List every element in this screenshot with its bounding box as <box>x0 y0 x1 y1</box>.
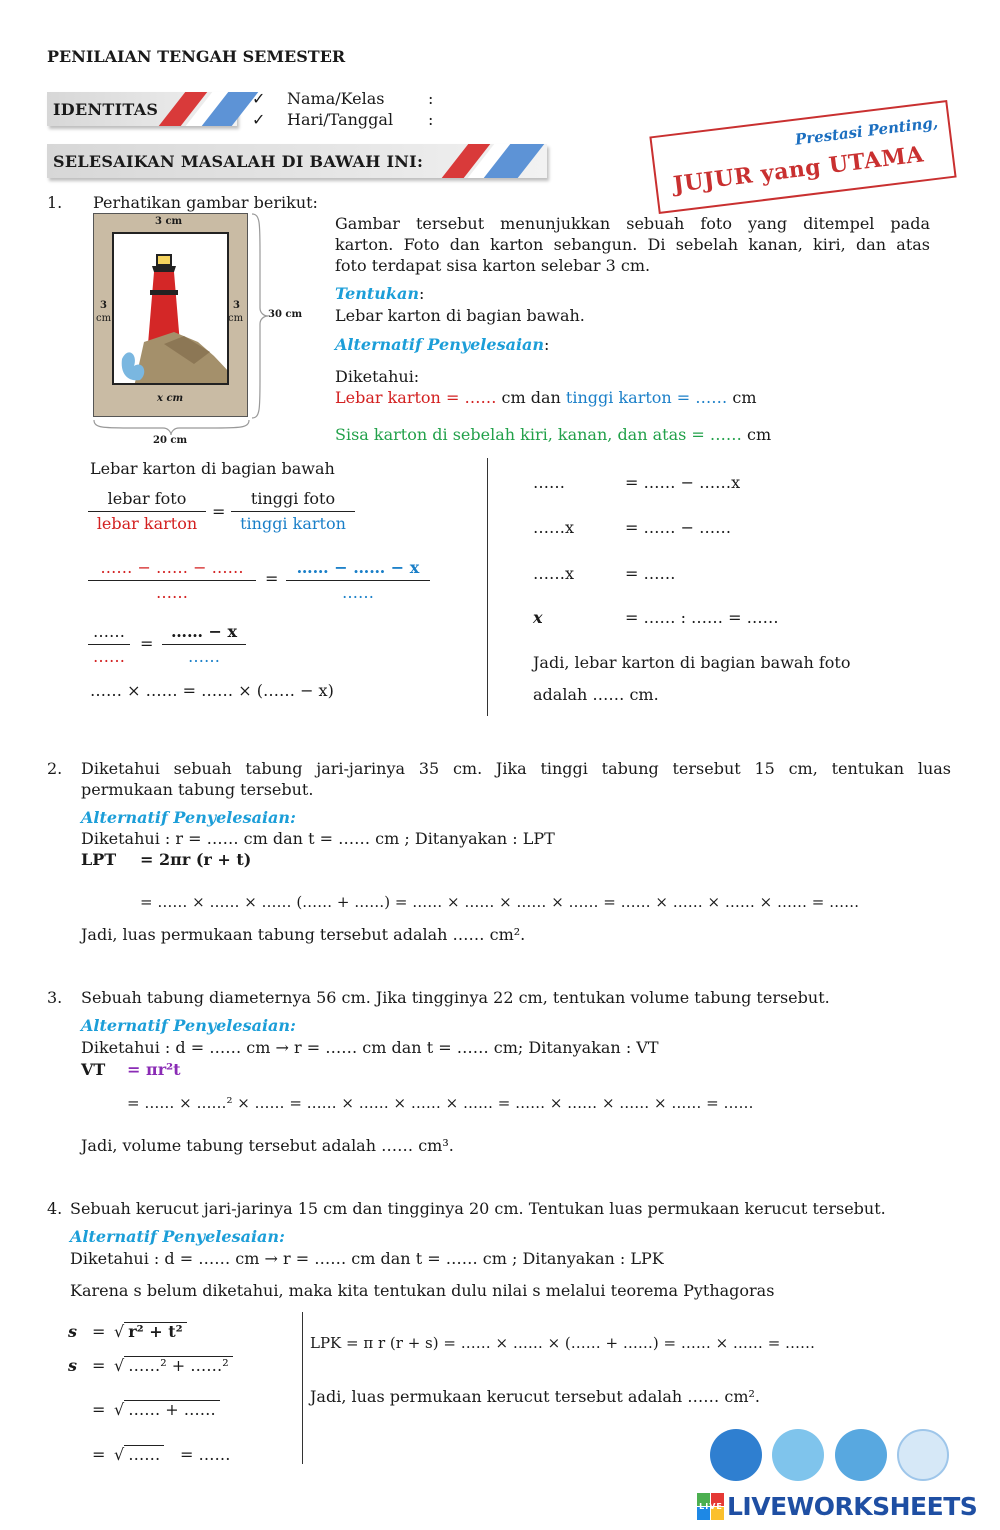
row-lhs: ……x <box>533 564 575 583</box>
q1-desc-line-3: foto terdapat sisa karton selebar 3 cm. <box>335 256 651 275</box>
q1-row-3 <box>533 564 676 583</box>
s-eq: = <box>92 1356 106 1375</box>
s-row-1: s = √ r² + t² <box>68 1322 77 1341</box>
q4-alt-label: Alternatif Penyelesaian: <box>70 1227 285 1246</box>
instruction-banner <box>47 144 547 178</box>
q4-known: Diketahui : d = …… cm → r = …… cm dan t = …… cm ; Ditanyakan : LPK <box>70 1249 664 1268</box>
frac-num: …… − …… − x <box>286 558 430 581</box>
q1-diketahui: Diketahui: <box>335 367 420 386</box>
q4-number: 4. <box>47 1199 63 1218</box>
liveworksheets-brand[interactable]: LIVEWORKSHEETS <box>727 1492 978 1521</box>
q2-formula-lhs: LPT <box>81 850 117 869</box>
q2-number: 2. <box>47 759 63 778</box>
row-rhs: = …… − …… <box>625 518 732 537</box>
fraction-photo-height <box>231 489 355 533</box>
q1-row-2 <box>533 518 732 537</box>
frac-num: …… − x <box>162 622 246 645</box>
fig-right-cm: cm <box>228 313 244 324</box>
s-radicand: r² + t² <box>124 1322 186 1341</box>
s-radicand: ……² + ……² <box>124 1356 232 1375</box>
tentukan-label: Tentukan <box>335 284 419 303</box>
q2-text-1: Diketahui sebuah tabung jari-jarinya 35 cm. Jika tinggi tabung tersebut 15 cm, tentukan luas <box>81 759 951 778</box>
fig-bottom-label: x cm <box>157 393 184 404</box>
width-brace <box>93 418 250 436</box>
instruction-label: SELESAIKAN MASALAH DI BAWAH INI: <box>53 151 424 171</box>
distancing-icon <box>835 1429 887 1481</box>
frac-num: …… − …… − …… <box>88 558 256 581</box>
frac-den: lebar karton <box>96 514 198 533</box>
frac-den: …… <box>93 647 125 666</box>
check-icon: ✓ <box>252 110 266 129</box>
fraction-blank-a <box>88 558 256 602</box>
logo-letters: LIVE <box>699 1502 723 1511</box>
known-lebar: Lebar karton = …… <box>335 388 497 407</box>
checklist-label: Nama/Kelas <box>287 89 385 108</box>
q4-because: Karena s belum diketahui, maka kita tentukan dulu nilai s melalui teorema Pythagoras <box>70 1281 775 1300</box>
s-eq: = <box>92 1445 106 1464</box>
row-rhs: = …… : …… = …… <box>625 608 779 627</box>
q1-desc-line-2: karton. Foto dan karton sebangun. Di sebelah kanan, kiri, dan atas <box>335 235 930 254</box>
s-eq: = <box>92 1400 106 1419</box>
fraction-blank-d <box>162 622 246 666</box>
q2-text-2: permukaan tabung tersebut. <box>81 780 314 799</box>
equals-sign: = <box>265 569 279 588</box>
equals-sign: = <box>212 502 226 521</box>
s-radicand: …… <box>124 1445 164 1464</box>
q3-formula-lhs: VT <box>81 1060 106 1079</box>
frac-den: tinggi karton <box>240 514 346 533</box>
known-mid: cm dan <box>496 388 566 407</box>
q2-calc: = …… × …… × …… (…… + ……) = …… × …… × …… × …… = …… × …… × …… × …… = …… <box>140 893 860 911</box>
equals-sign: = <box>140 634 154 653</box>
frac-num: …… <box>88 622 130 645</box>
q1-sisa-line <box>335 425 771 444</box>
frac-num: lebar foto <box>88 489 206 512</box>
checklist-label: Hari/Tanggal <box>287 110 394 129</box>
q1-left-title: Lebar karton di bagian bawah <box>90 459 335 478</box>
q4-text: Sebuah kerucut jari-jarinya 15 cm dan tingginya 20 cm. Tentukan luas permukaan kerucut tersebut. <box>70 1199 886 1218</box>
q1-number: 1. <box>47 193 63 212</box>
q1-row-1 <box>533 473 741 492</box>
fig-left-cm: cm <box>96 313 112 324</box>
q3-conclusion: Jadi, volume tabung tersebut adalah …… cm³. <box>81 1136 454 1155</box>
q4-divider <box>302 1312 303 1464</box>
q3-text: Sebuah tabung diameternya 56 cm. Jika tingginya 22 cm, tentukan volume tabung tersebut. <box>81 988 830 1007</box>
row-lhs: x <box>533 608 543 627</box>
q1-divider <box>487 458 488 716</box>
q3-calc: = …… × ……² × …… = …… × …… × …… × …… = …… × …… × …… × …… = …… <box>127 1094 754 1112</box>
q4-conclusion: Jadi, luas permukaan kerucut tersebut adalah …… cm². <box>310 1387 761 1406</box>
s-lhs: s <box>68 1356 78 1375</box>
height-brace <box>250 213 270 419</box>
stamp-line-2: JUJUR yang UTAMA <box>671 141 926 198</box>
q2-formula-rhs: = 2πr (r + t) <box>140 850 252 869</box>
sisa-text: Sisa karton di sebelah kiri, kanan, dan atas = …… <box>335 425 742 444</box>
frac-den: …… <box>156 583 188 602</box>
s-tail: = …… <box>180 1445 231 1464</box>
mask-person-icon <box>710 1429 762 1481</box>
q1-intro: Perhatikan gambar berikut: <box>93 193 318 212</box>
identity-banner <box>47 92 237 126</box>
photo-frame <box>112 232 229 385</box>
fig-right-3: 3 <box>233 300 240 311</box>
honesty-stamp <box>649 100 956 214</box>
q1-tentukan <box>335 284 424 303</box>
s-row-2: s = √ ……² + ……² <box>68 1356 77 1375</box>
s-radicand: …… + …… <box>124 1400 220 1419</box>
q1-desc-line-1: Gambar tersebut menunjukkan sebuah foto yang ditempel pada <box>335 214 930 233</box>
fraction-blank-c <box>88 622 130 666</box>
row-lhs: ……x <box>533 518 575 537</box>
page-title: PENILAIAN TENGAH SEMESTER <box>47 47 346 66</box>
q1-conclusion-1: Jadi, lebar karton di bagian bawah foto <box>533 653 851 672</box>
q2-conclusion: Jadi, luas permukaan tabung tersebut adalah …… cm². <box>81 925 526 944</box>
q2-known: Diketahui : r = …… cm dan t = …… cm ; Ditanyakan : LPT <box>81 829 555 848</box>
known-tinggi: tinggi karton = …… <box>565 388 728 407</box>
checklist-item-date <box>252 110 434 129</box>
identity-label: IDENTITAS <box>53 99 159 119</box>
frac-num: tinggi foto <box>231 489 355 512</box>
q2-alt-label: Alternatif Penyelesaian: <box>81 808 296 827</box>
fig-height-label: 30 cm <box>268 309 303 320</box>
q3-number: 3. <box>47 988 63 1007</box>
row-lhs: …… <box>533 473 565 492</box>
s-eq: = <box>92 1322 106 1341</box>
known-end: cm <box>727 388 757 407</box>
fig-top-margin: 3 cm <box>155 216 183 227</box>
stamp-line-1: Prestasi Penting, <box>793 113 939 149</box>
q3-alt-label: Alternatif Penyelesaian: <box>81 1016 296 1035</box>
frac-den: …… <box>342 583 374 602</box>
alt-label: Alternatif Penyelesaian <box>335 335 545 354</box>
fraction-photo-width <box>88 489 206 533</box>
row-rhs: = …… <box>625 564 676 583</box>
row-rhs: = …… − ……x <box>625 473 741 492</box>
fraction-blank-b <box>286 558 430 602</box>
sisa-end: cm <box>741 425 772 444</box>
liveworksheets-logo-icon <box>697 1493 725 1521</box>
fig-width-label: 20 cm <box>153 435 188 446</box>
s-lhs: s <box>68 1322 78 1341</box>
checklist-item-name <box>252 89 434 108</box>
q1-known-line <box>335 388 757 407</box>
q3-formula-rhs: = πr²t <box>127 1060 181 1079</box>
checklist-colon: : <box>428 110 434 129</box>
q1-row-4 <box>533 608 779 627</box>
tentukan-colon: : <box>419 284 425 303</box>
hand-wash-icon <box>772 1429 824 1481</box>
alt-colon: : <box>544 335 550 354</box>
q1-alt <box>335 335 549 354</box>
q3-known: Diketahui : d = …… cm → r = …… cm dan t = …… cm; Ditanyakan : VT <box>81 1038 659 1057</box>
q1-tentukan-text: Lebar karton di bagian bawah. <box>335 306 585 325</box>
lighthouse-image <box>114 234 229 385</box>
q4-lpk: LPK = π r (r + s) = …… × …… × (…… + ……) = …… × …… = …… <box>310 1334 816 1352</box>
checklist-colon: : <box>428 89 434 108</box>
fig-left-3: 3 <box>100 300 107 311</box>
check-icon: ✓ <box>252 89 266 108</box>
q1-cross-line: …… × …… = …… × (…… − x) <box>90 681 334 700</box>
frac-den: …… <box>188 647 220 666</box>
vaccine-icon <box>897 1429 949 1481</box>
q1-conclusion-2: adalah …… cm. <box>533 685 659 704</box>
